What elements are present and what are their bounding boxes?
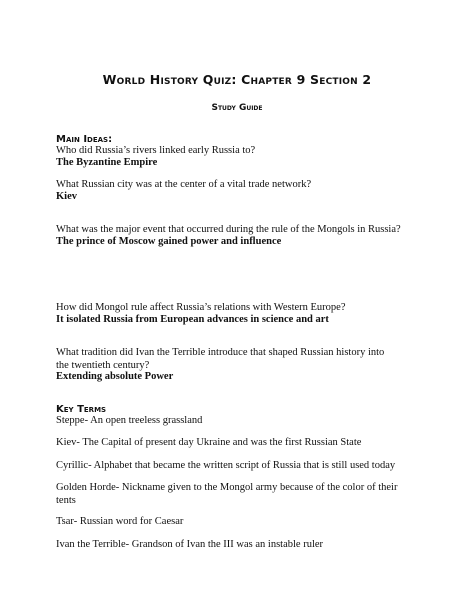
question-2: What Russian city was at the center of a vital trade network? [56, 179, 312, 190]
question-5: What tradition did Ivan the Terrible introduce that shaped Russian history into the twentieth century? [56, 347, 385, 371]
key-term-tsar: Tsar- Russian word for Caesar [56, 516, 184, 527]
document-title: World History Quiz: Chapter 9 Section 2 [102, 72, 372, 87]
answer-5: Extending absolute Power [56, 371, 174, 382]
question-4: How did Mongol rule affect Russia’s relations with Western Europe? [56, 302, 346, 313]
answer-4: It isolated Russia from European advances in science and art [56, 314, 329, 325]
document-subtitle: Study Guide [211, 103, 263, 113]
key-term-ivan-the-terrible: Ivan the Terrible- Grandson of Ivan the III was an instable ruler [56, 539, 324, 550]
key-terms-heading: Key Terms [56, 404, 107, 415]
key-term-cyrillic: Cyrillic- Alphabet that became the written script of Russia that is still used today [56, 460, 396, 471]
key-term-golden-horde: Golden Horde- Nickname given to the Mongol army because of the color of their tents [56, 482, 398, 506]
question-1: Who did Russia’s rivers linked early Russia to? [56, 145, 256, 156]
question-3: What was the major event that occurred during the rule of the Mongols in Russia? [56, 224, 401, 235]
answer-1: The Byzantine Empire [56, 157, 158, 168]
answer-2: Kiev [56, 191, 77, 202]
key-term-kiev: Kiev- The Capital of present day Ukraine and was the first Russian State [56, 437, 362, 448]
key-term-steppe: Steppe- An open treeless grassland [56, 415, 203, 426]
answer-3: The prince of Moscow gained power and influence [56, 236, 282, 247]
main-ideas-heading: Main Ideas: [56, 134, 113, 145]
